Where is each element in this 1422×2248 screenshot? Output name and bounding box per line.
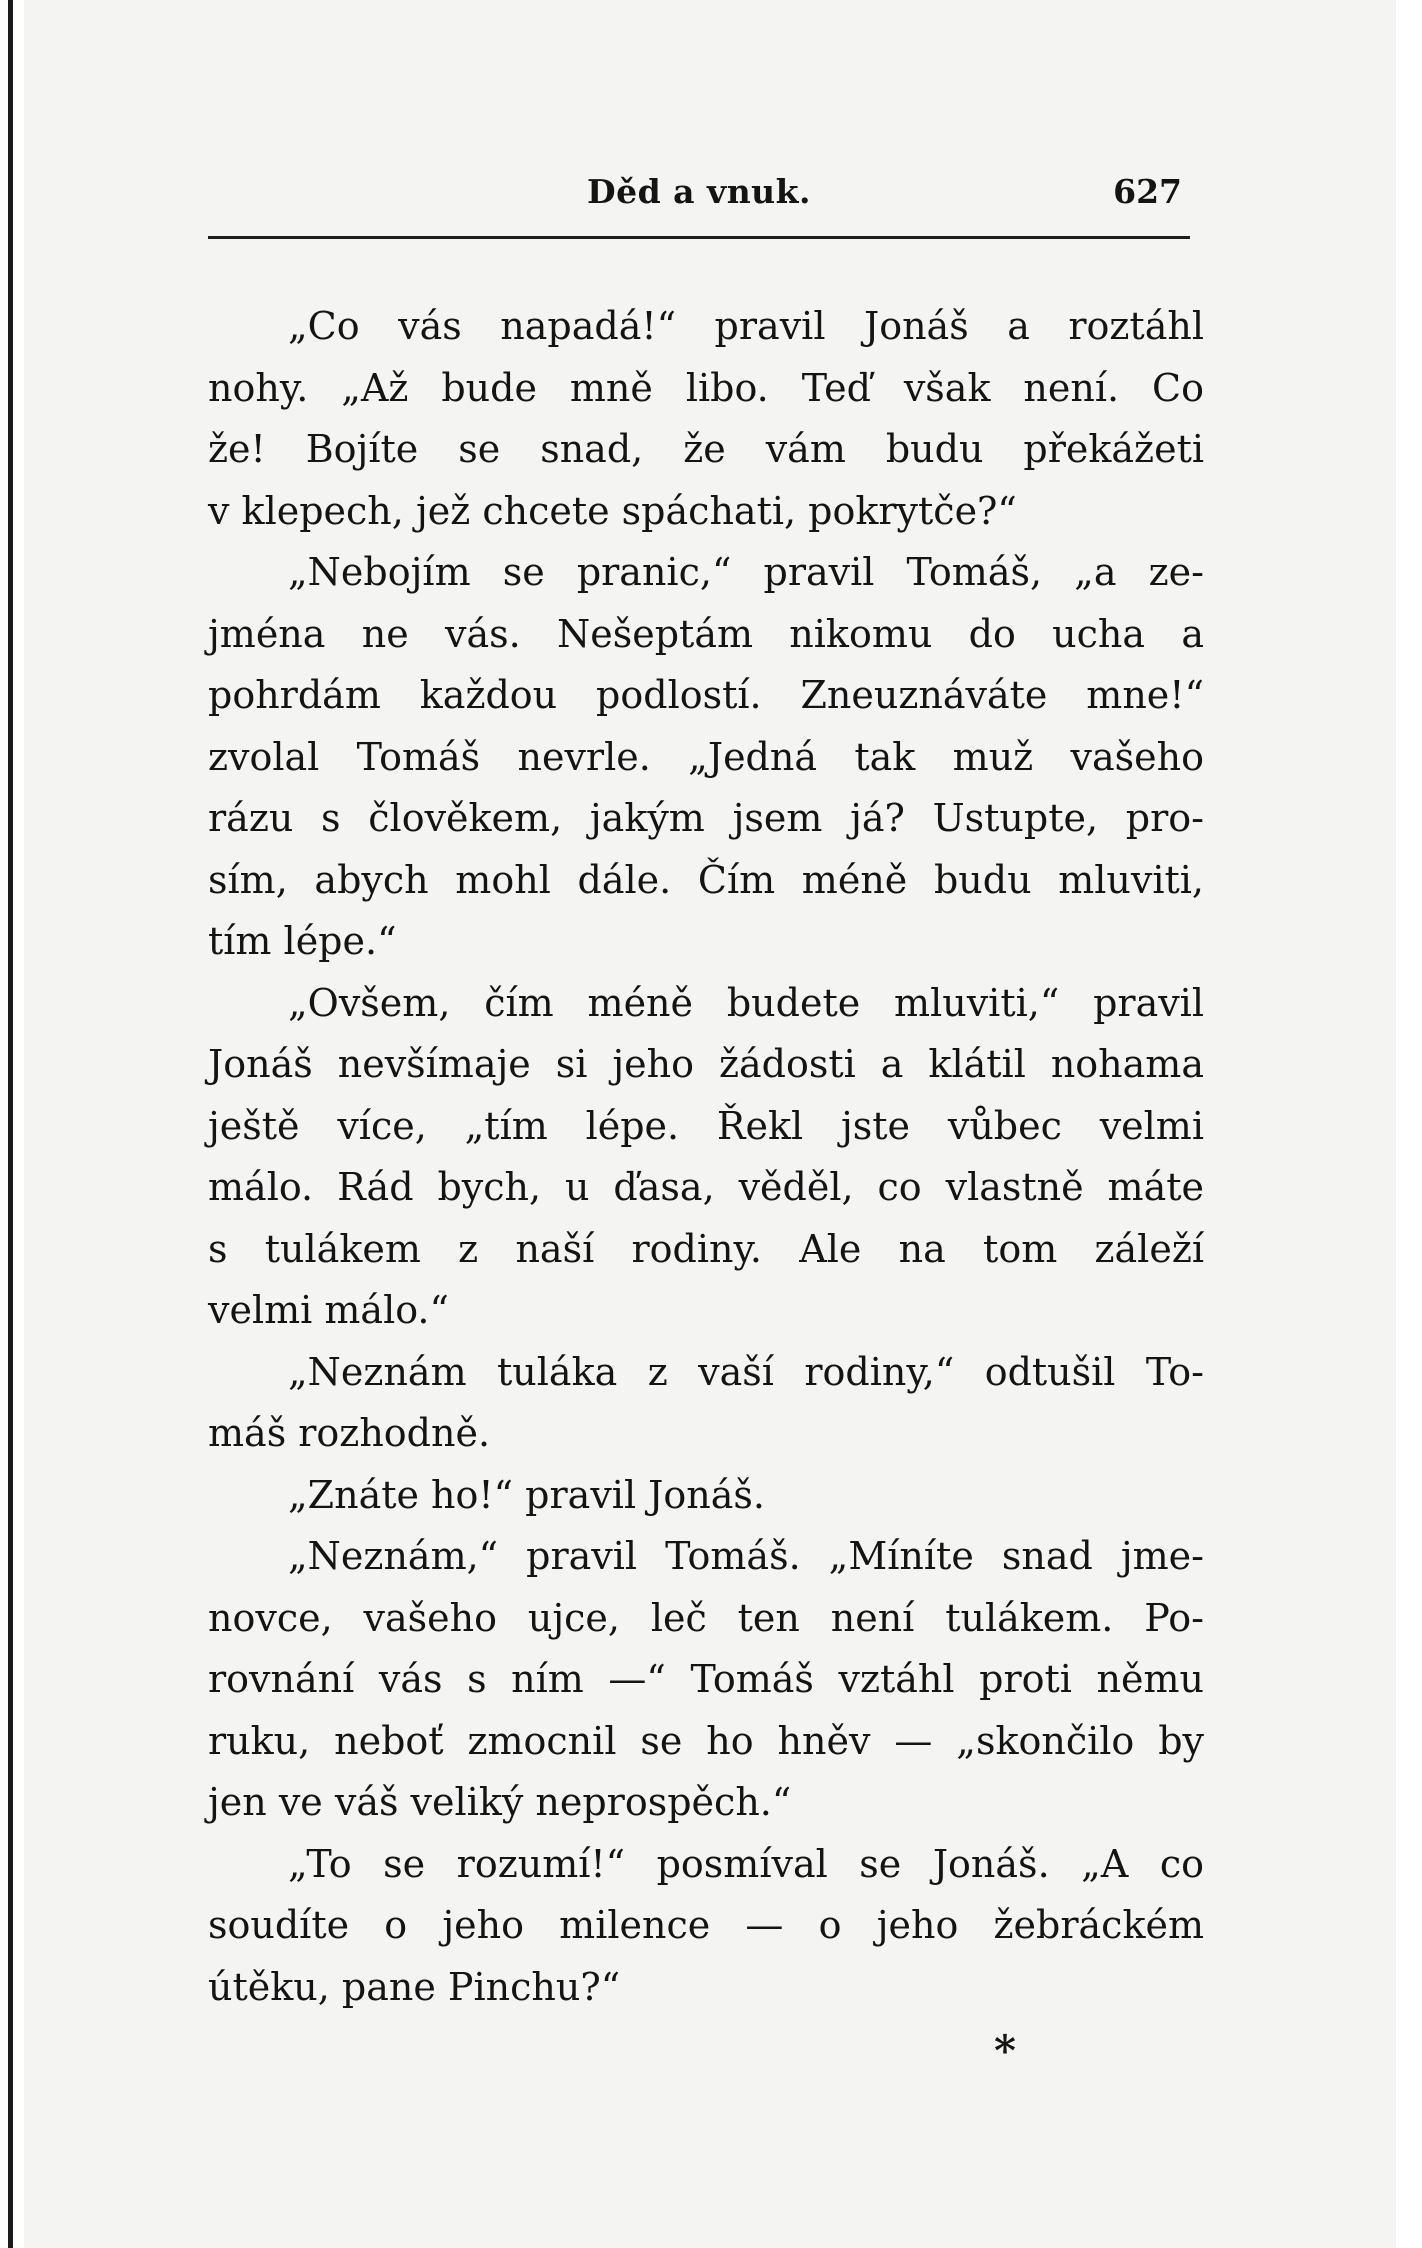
text-line: soudíte o jeho milence — o jeho žebráckém	[208, 1903, 1204, 1947]
text-line: velmi málo.“	[208, 1288, 449, 1332]
book-binding-edge	[0, 0, 24, 2248]
text-line: útěku, pane Pinchu?“	[208, 1964, 621, 2009]
text-line: málo. Rád bych, u ďasa, věděl, co vlastně máte	[208, 1165, 1204, 1209]
text-line: ruku, neboť zmocnil se ho hněv — „skončilo by	[208, 1718, 1204, 1763]
text-line: máš rozhodně.	[208, 1411, 491, 1455]
text-line: rázu s člověkem, jakým jsem já? Ustupte, pro-	[208, 796, 1204, 840]
text-line: zvolal Tomáš nevrle. „Jedná tak muž vašeho	[208, 734, 1204, 779]
body-text	[208, 296, 1204, 2018]
text-line: „Nebojím se pranic,“ pravil Tomáš, „a ze-	[288, 550, 1204, 594]
text-line: „Neznám,“ pravil Tomáš. „Míníte snad jme-	[288, 1534, 1204, 1578]
text-line: „Ovšem, čím méně budete mluviti,“ pravil	[288, 980, 1204, 1025]
running-head	[208, 172, 1190, 220]
text-line: sím, abych mohl dále. Čím méně budu mluviti,	[208, 857, 1204, 902]
text-line: tím lépe.“	[208, 919, 397, 963]
text-line: jména ne vás. Nešeptám nikomu do ucha a	[208, 611, 1204, 656]
text-line: v klepech, jež chcete spáchati, pokrytče?“	[208, 488, 1017, 533]
text-line: s tulákem z naší rodiny. Ale na tom záleží	[208, 1226, 1204, 1271]
text-line: „Co vás napadá!“ pravil Jonáš a roztáhl	[288, 304, 1204, 348]
text-line: „Neznám tuláka z vaší rodiny,“ odtušil To-	[288, 1349, 1204, 1394]
text-line: jen ve váš veliký neprospěch.“	[208, 1780, 792, 1824]
page-margin-edge	[1396, 0, 1422, 2248]
text-line: pohrdám každou podlostí. Zneuznáváte mne!“	[208, 673, 1204, 717]
text-line: ještě více, „tím lépe. Řekl jste vůbec velmi	[208, 1103, 1204, 1148]
header-rule	[208, 236, 1190, 239]
text-line: že! Bojíte se snad, že vám budu překážeti	[208, 427, 1204, 471]
text-line: „To se rozumí!“ posmíval se Jonáš. „A co	[288, 1841, 1204, 1886]
section-break-asterisk: *	[994, 2026, 1016, 2075]
text-line: „Znáte ho!“ pravil Jonáš.	[288, 1472, 766, 1517]
text-line: novce, vašeho ujce, leč ten není tulákem. Po-	[208, 1595, 1204, 1640]
running-title: Děd a vnuk.	[586, 172, 812, 211]
text-line: Jonáš nevšímaje si jeho žádosti a klátil nohama	[208, 1042, 1204, 1086]
page-number: 627	[1113, 172, 1182, 211]
text-line: nohy. „Až bude mně libo. Teď však není. Co	[208, 365, 1204, 410]
text-line: rovnání vás s ním —“ Tomáš vztáhl proti němu	[208, 1657, 1204, 1701]
